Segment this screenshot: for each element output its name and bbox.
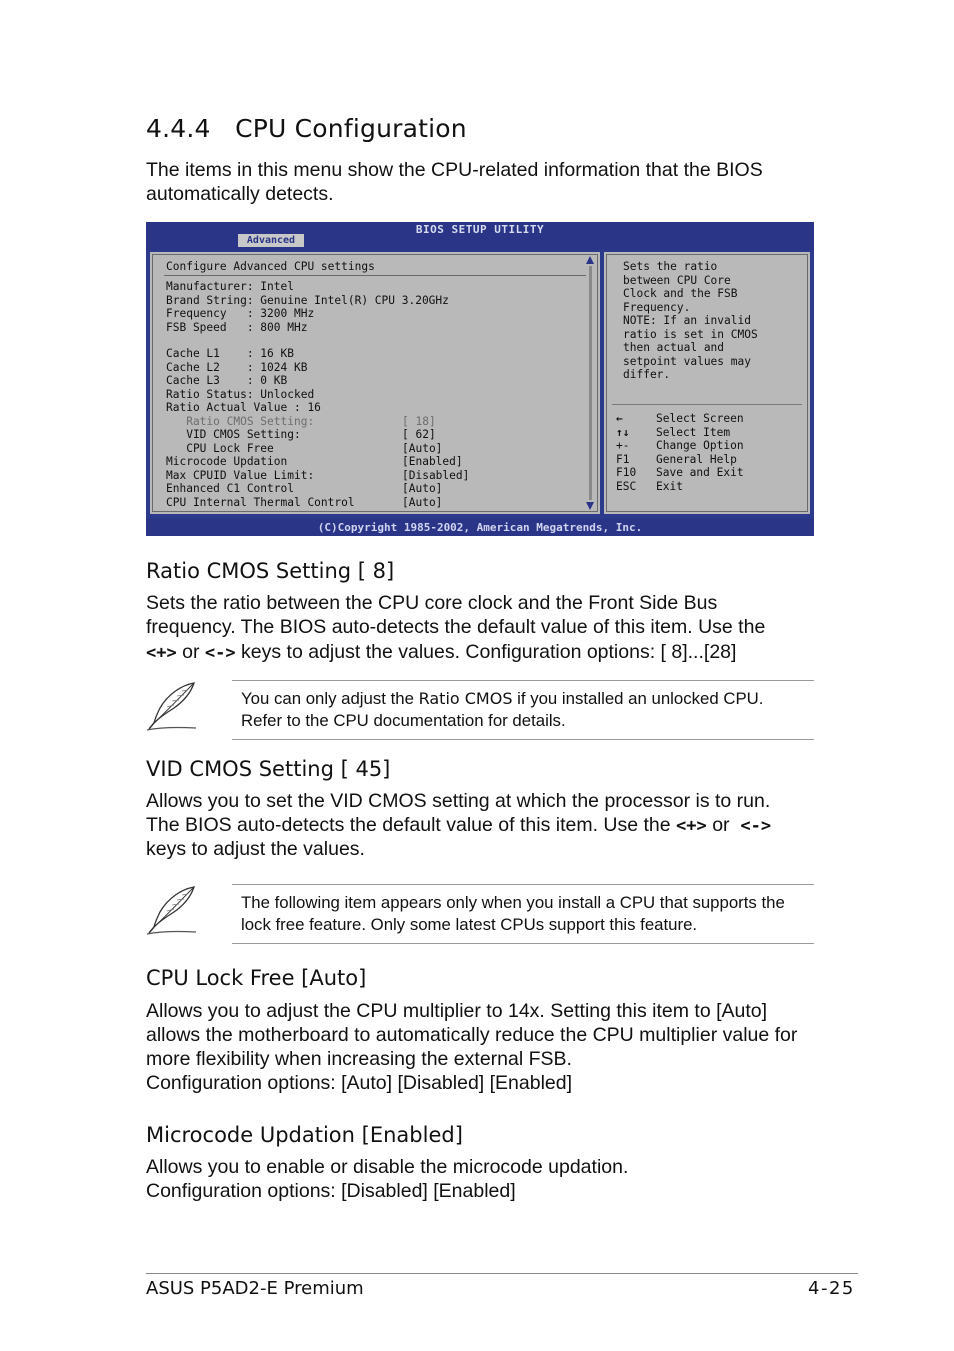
- bios-screenshot: [146, 222, 814, 536]
- section-number: 4.4.4: [146, 114, 211, 143]
- bios-setting-value[interactable]: [ 18]: [402, 414, 436, 428]
- vid-heading: VID CMOS Setting [ 45]: [146, 757, 391, 781]
- bios-info-line: Cache L2 : 1024 KB: [166, 360, 308, 374]
- key-label: +-: [616, 439, 630, 452]
- or-text: or: [182, 641, 200, 663]
- up-down-arrow-icon: ↑↓: [616, 425, 630, 439]
- ratio-line-2: frequency. The BIOS auto-detects the default value of this item. Use the: [146, 616, 766, 638]
- bios-info-line: Cache L3 : 0 KB: [166, 374, 288, 387]
- help-text-line: Sets the ratio: [623, 260, 718, 273]
- vid-line-3: keys to adjust the values.: [146, 838, 365, 860]
- note-top-rule: [232, 680, 814, 681]
- help-text-line: setpoint values may: [623, 354, 751, 368]
- note-2-line-1: The following item appears only when you install a CPU that supports the: [241, 893, 785, 912]
- scroll-track[interactable]: [589, 266, 592, 500]
- footer-product: ASUS P5AD2-E Premium: [146, 1278, 364, 1299]
- bios-setting-label[interactable]: VID CMOS Setting:: [166, 428, 301, 441]
- ratio-line-3: [146, 640, 736, 666]
- help-text-line: Frequency.: [623, 300, 691, 314]
- bios-title: BIOS SETUP UTILITY: [415, 223, 545, 236]
- key-label: ESC: [616, 479, 637, 493]
- note-2-line-2: lock free feature. Only some latest CPUs support this feature.: [241, 915, 698, 934]
- lockfree-line-3: more flexibility when increasing the external FSB.: [146, 1048, 572, 1070]
- vid-line-2: [146, 813, 771, 839]
- bios-heading: Configure Advanced CPU settings: [166, 260, 375, 273]
- bios-setting-label[interactable]: CPU Internal Thermal Control: [166, 495, 355, 509]
- section-title: CPU Configuration: [235, 114, 467, 143]
- note-bottom-rule: [232, 943, 814, 944]
- key-label: F10: [616, 466, 637, 479]
- key-action: Select Item: [656, 425, 731, 439]
- bios-tab-advanced[interactable]: Advanced: [238, 234, 304, 247]
- bios-title-bar: [146, 222, 814, 250]
- bios-main-panel: [150, 252, 600, 514]
- microcode-line-1: Allows you to enable or disable the microcode updation.: [146, 1156, 629, 1178]
- key-action: Select Screen: [656, 412, 744, 425]
- bios-heading-rule: [164, 275, 586, 276]
- or-text: or: [712, 814, 730, 836]
- note-top-rule: [232, 884, 814, 885]
- ratio-heading: Ratio CMOS Setting [ 8]: [146, 559, 395, 583]
- page-number: 4-25: [808, 1278, 855, 1299]
- bios-setting-label[interactable]: Max CPUID Value Limit:: [166, 468, 315, 482]
- note-bottom-rule: [232, 739, 814, 740]
- help-text-line: then actual and: [623, 341, 725, 354]
- bios-info-line: Frequency : 3200 MHz: [166, 307, 315, 320]
- help-text-line: NOTE: If an invalid: [623, 314, 751, 327]
- help-text-line: differ.: [623, 368, 671, 381]
- lockfree-line-1: Allows you to adjust the CPU multiplier to 14x. Setting this item to [Auto]: [146, 1000, 768, 1022]
- lockfree-line-4: Configuration options: [Auto] [Disabled] [Enabled]: [146, 1072, 573, 1094]
- quill-note-icon: [144, 680, 200, 732]
- help-text-line: between CPU Core: [623, 273, 731, 287]
- note-1-pre: You can only adjust the: [241, 689, 414, 708]
- lockfree-line-2: allows the motherboard to automatically reduce the CPU multiplier value for: [146, 1024, 798, 1046]
- help-text-line: ratio is set in CMOS: [623, 327, 758, 341]
- help-text-line: Clock and the FSB: [623, 287, 738, 300]
- intro-line-1: The items in this menu show the CPU-related information that the BIOS: [146, 159, 763, 181]
- bios-info-line: Cache L1 : 16 KB: [166, 347, 294, 360]
- bios-info-line: Manufacturer: Intel: [166, 280, 294, 293]
- key-minus: <->: [740, 816, 772, 836]
- bios-setting-value[interactable]: [Auto]: [402, 441, 443, 455]
- bios-setting-label[interactable]: Microcode Updation: [166, 455, 288, 468]
- bios-setting-value[interactable]: [ 62]: [402, 428, 436, 441]
- intro-line-2: automatically detects.: [146, 183, 334, 205]
- key-plus: <+>: [676, 816, 707, 836]
- key-action: Change Option: [656, 439, 744, 452]
- scroll-up-icon[interactable]: [586, 256, 594, 264]
- ratio-line-1: Sets the ratio between the CPU core clock and the Front Side Bus: [146, 592, 718, 614]
- key-plus: <+>: [146, 643, 177, 663]
- bios-info-line: FSB Speed : 800 MHz: [166, 320, 308, 334]
- microcode-heading: Microcode Updation [Enabled]: [146, 1123, 463, 1147]
- bios-copyright: (C)Copyright 1985-2002, American Megatrends, Inc.: [146, 519, 814, 536]
- vid-line-1: Allows you to set the VID CMOS setting at which the processor is to run.: [146, 790, 771, 812]
- note-1-post: if you installed an unlocked CPU.: [517, 689, 764, 708]
- microcode-line-2: Configuration options: [Disabled] [Enabled]: [146, 1180, 516, 1202]
- bios-help-panel: [604, 252, 810, 514]
- bios-info-line: Ratio Status: Unlocked: [166, 387, 315, 401]
- bios-setting-value[interactable]: [Disabled]: [402, 468, 470, 482]
- note-1-code: Ratio CMOS: [418, 689, 513, 708]
- vid-line-2-pre: The BIOS auto-detects the default value of this item. Use the: [146, 814, 671, 836]
- footer-rule: [146, 1273, 858, 1274]
- quill-note-icon: [144, 884, 200, 936]
- bios-setting-label[interactable]: Enhanced C1 Control: [166, 482, 294, 495]
- bios-info-line: Ratio Actual Value : 16: [166, 401, 321, 414]
- key-action: Save and Exit: [656, 466, 744, 479]
- left-arrow-icon: ←: [616, 412, 623, 425]
- key-minus: <->: [204, 643, 236, 663]
- bios-scrollbar[interactable]: [586, 256, 595, 510]
- help-separator: [612, 404, 802, 405]
- bios-setting-value[interactable]: [Auto]: [402, 482, 443, 495]
- note-1-line-1: [241, 688, 763, 710]
- ratio-line-3-rest: keys to adjust the values. Configuration options: [ 8]...[28]: [241, 641, 737, 663]
- lockfree-heading: CPU Lock Free [Auto]: [146, 966, 367, 990]
- bios-setting-value[interactable]: [Enabled]: [402, 455, 463, 468]
- note-1-line-2: Refer to the CPU documentation for details.: [241, 711, 566, 730]
- section-heading: [146, 114, 467, 143]
- key-action: General Help: [656, 452, 737, 466]
- scroll-down-icon[interactable]: [586, 502, 594, 510]
- bios-info-line: Brand String: Genuine Intel(R) CPU 3.20GHz: [166, 293, 449, 307]
- bios-setting-label[interactable]: CPU Lock Free: [166, 441, 274, 455]
- bios-setting-value[interactable]: [Auto]: [402, 495, 443, 509]
- key-label: F1: [616, 452, 630, 466]
- key-action: Exit: [656, 479, 683, 493]
- bios-setting-label[interactable]: Ratio CMOS Setting:: [166, 414, 315, 428]
